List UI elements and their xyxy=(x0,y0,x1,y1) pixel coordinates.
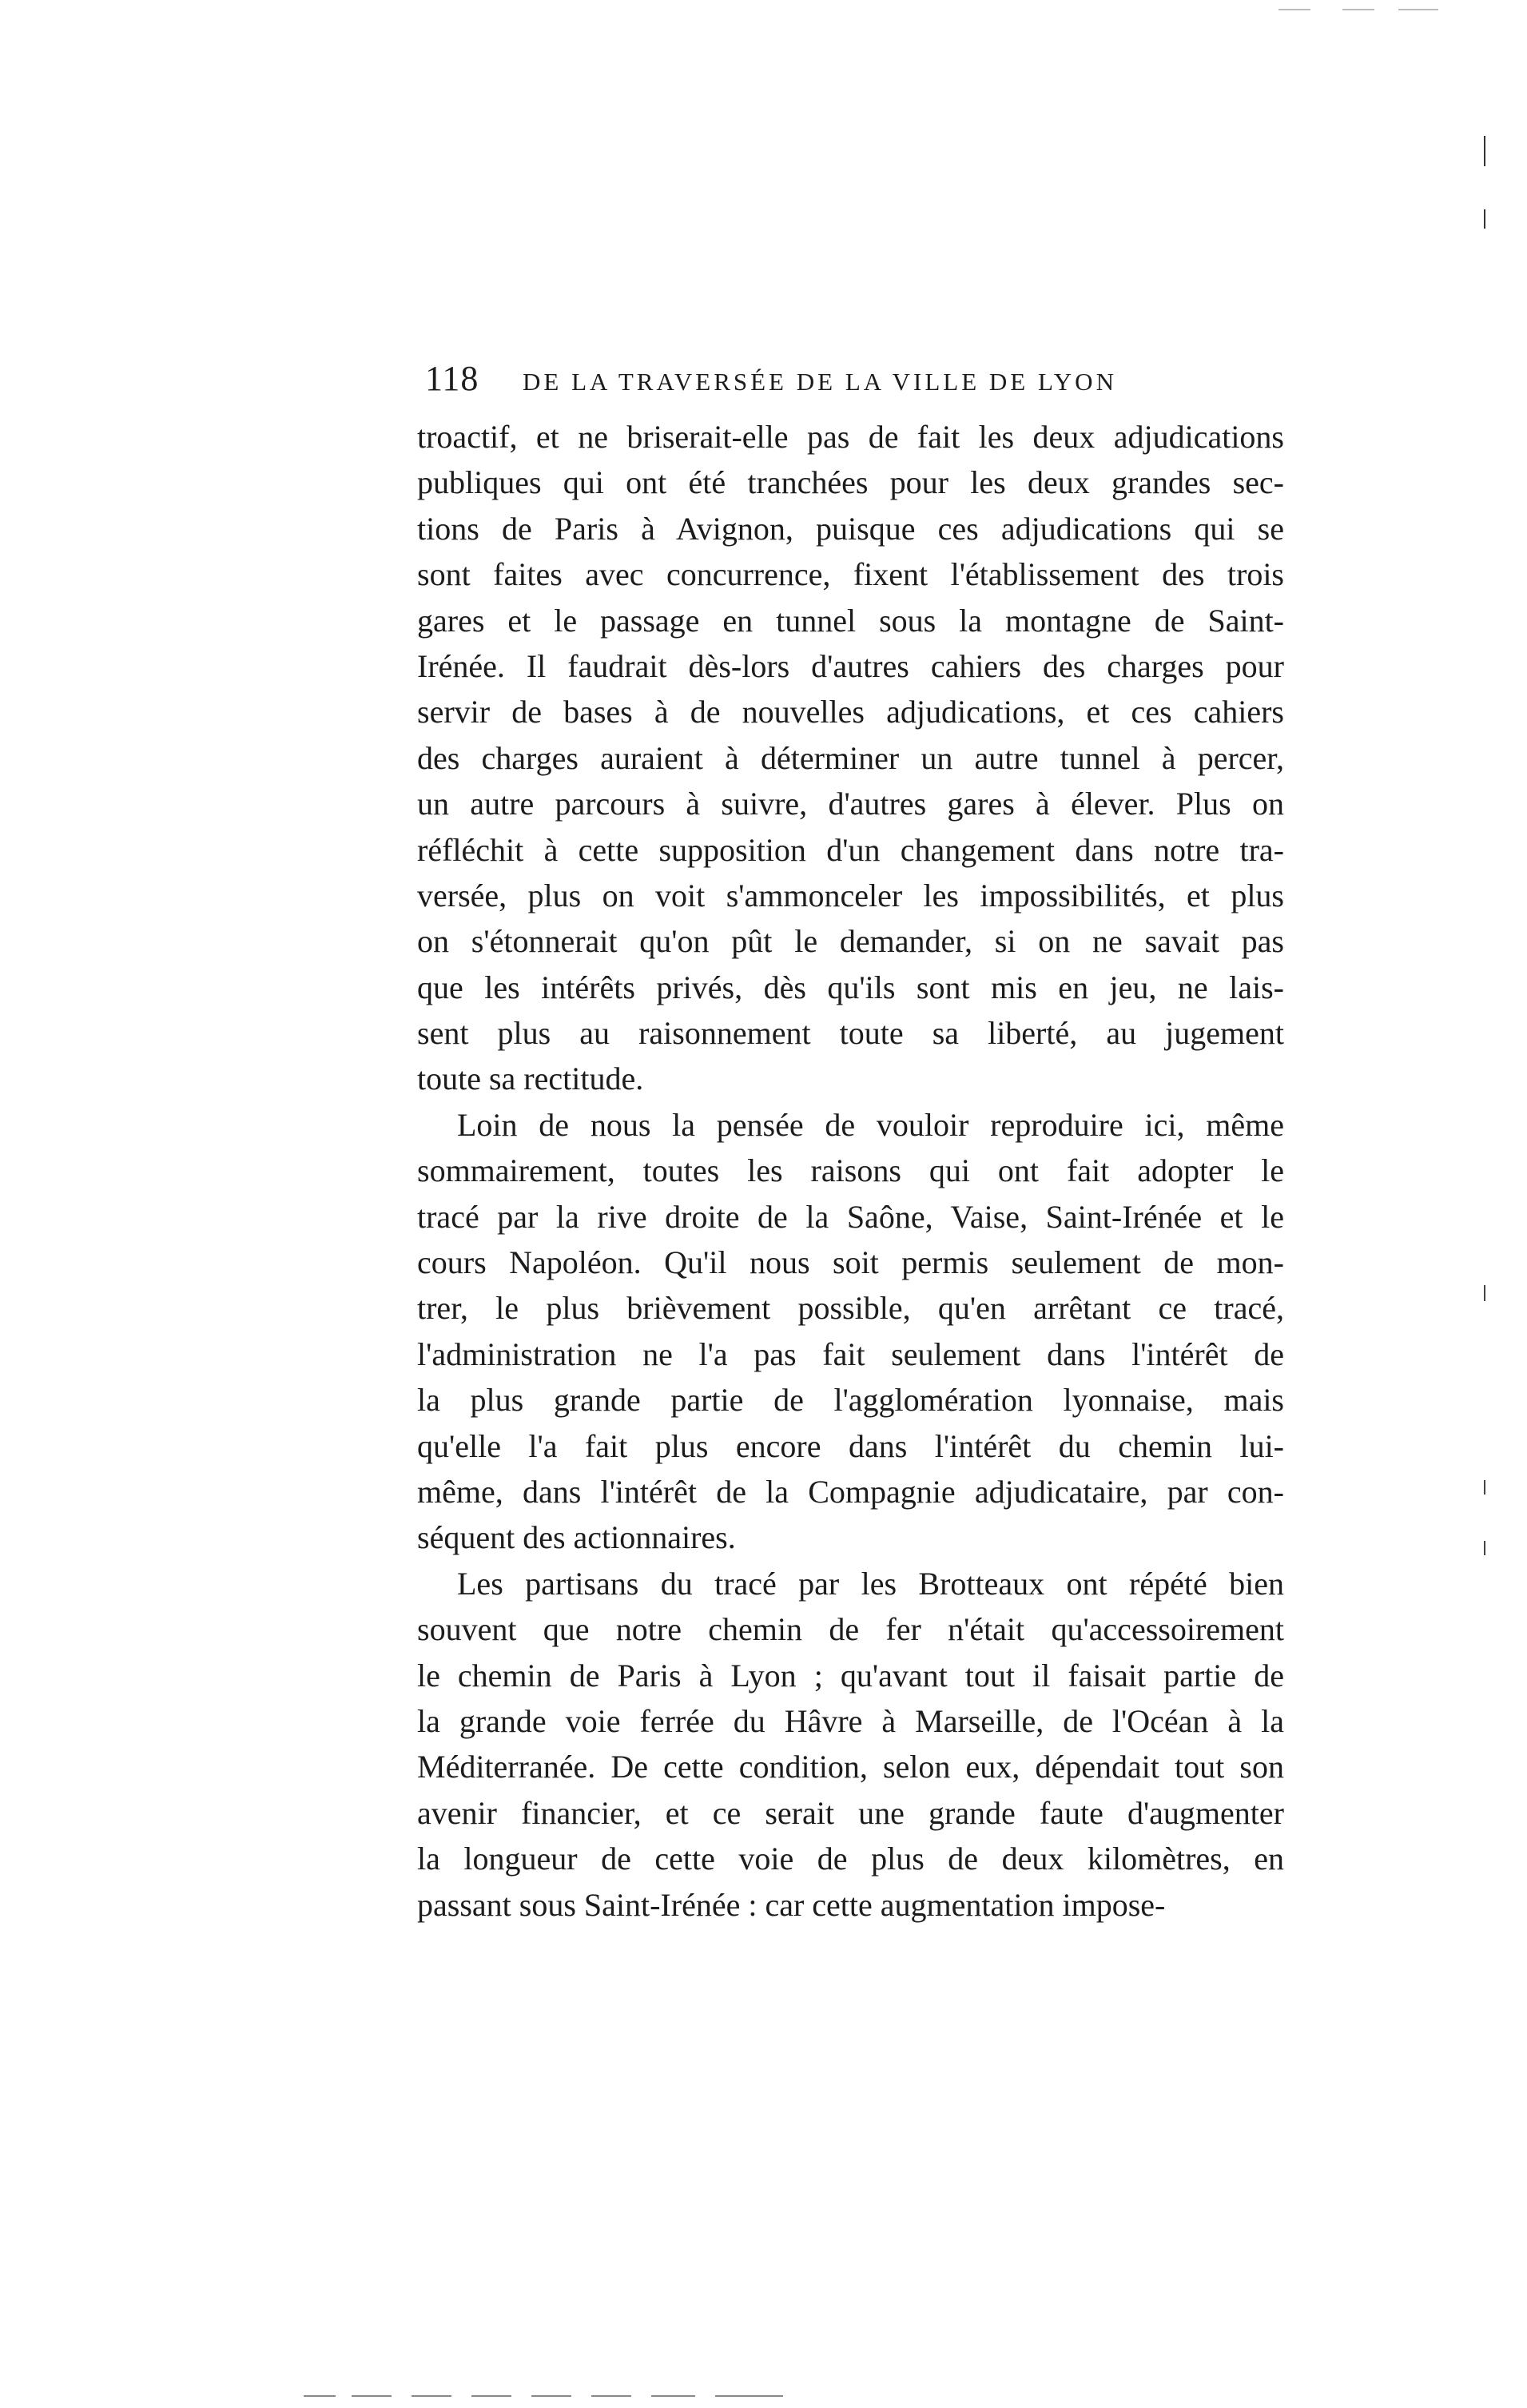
text-line: la longueur de cette voie de plus de deux kilomètres, en xyxy=(417,1841,1284,1877)
text-line: Irénée. Il faudrait dès-lors d'autres cahiers des charges pour xyxy=(417,647,1284,684)
paragraph xyxy=(417,1561,1284,1928)
text-line: souvent que notre chemin de fer n'était qu'accessoirement xyxy=(417,1611,1284,1648)
text-line: l'administration ne l'a pas fait seulement dans l'intérêt de xyxy=(417,1335,1284,1372)
text-line: on s'étonnerait qu'on pût le demander, si on ne savait pas xyxy=(417,923,1284,960)
text-line: sont faites avec concurrence, fixent l'établissement des trois xyxy=(417,556,1284,593)
text-line: tracé par la rive droite de la Saône, Vaise, Saint-Irénée et le xyxy=(417,1198,1284,1235)
text-line: séquent des actionnaires. xyxy=(417,1519,736,1556)
page-header xyxy=(425,358,1288,406)
paragraph xyxy=(417,1102,1284,1561)
text-line: sent plus au raisonnement toute sa liberté, au jugement xyxy=(417,1015,1284,1052)
text-line: servir de bases à de nouvelles adjudications, et ces cahiers xyxy=(417,694,1284,730)
text-line: Les partisans du tracé par les Brotteaux ont répété bien xyxy=(457,1565,1284,1602)
text-line: tions de Paris à Avignon, puisque ces adjudications qui se xyxy=(417,510,1284,547)
text-line: la plus grande partie de l'agglomération lyonnaise, mais xyxy=(417,1382,1284,1419)
text-line: la grande voie ferrée du Hâvre à Marseille, de l'Océan à la xyxy=(417,1702,1284,1739)
text-line: cours Napoléon. Qu'il nous soit permis seulement de mon- xyxy=(417,1244,1284,1281)
running-title: DE LA TRAVERSÉE DE LA VILLE DE LYON xyxy=(523,368,1117,396)
text-line: toute sa rectitude. xyxy=(417,1061,644,1097)
page-number: 118 xyxy=(425,359,479,398)
body-text xyxy=(417,414,1284,1928)
text-line: versée, plus on voit s'ammonceler les impossibilités, et plus xyxy=(417,877,1284,913)
text-line: que les intérêts privés, dès qu'ils sont mis en jeu, ne lais- xyxy=(417,969,1284,1005)
paragraph xyxy=(417,414,1284,1102)
text-line: passant sous Saint-Irénée : car cette augmentation impose- xyxy=(417,1886,1166,1923)
text-line: sommairement, toutes les raisons qui ont fait adopter le xyxy=(417,1152,1284,1189)
text-line: gares et le passage en tunnel sous la montagne de Saint- xyxy=(417,602,1284,639)
text-line: publiques qui ont été tranchées pour les deux grandes sec- xyxy=(417,464,1284,501)
text-line: avenir financier, et ce serait une grande faute d'augmenter xyxy=(417,1794,1284,1831)
text-line: réfléchit à cette supposition d'un changement dans notre tra- xyxy=(417,831,1284,868)
text-line: le chemin de Paris à Lyon ; qu'avant tout il faisait partie de xyxy=(417,1657,1284,1694)
text-line: trer, le plus brièvement possible, qu'en arrêtant ce tracé, xyxy=(417,1290,1284,1327)
text-line: des charges auraient à déterminer un autre tunnel à percer, xyxy=(417,739,1284,776)
text-line: Loin de nous la pensée de vouloir reproduire ici, même xyxy=(457,1106,1284,1143)
text-line: Méditerranée. De cette condition, selon eux, dépendait tout son xyxy=(417,1749,1284,1785)
text-line: troactif, et ne briserait-elle pas de fait les deux adjudications xyxy=(417,419,1284,455)
text-line: un autre parcours à suivre, d'autres gares à élever. Plus on xyxy=(417,786,1284,822)
text-line: même, dans l'intérêt de la Compagnie adjudicataire, par con- xyxy=(417,1473,1284,1510)
text-line: qu'elle l'a fait plus encore dans l'intérêt du chemin lui- xyxy=(417,1427,1284,1464)
